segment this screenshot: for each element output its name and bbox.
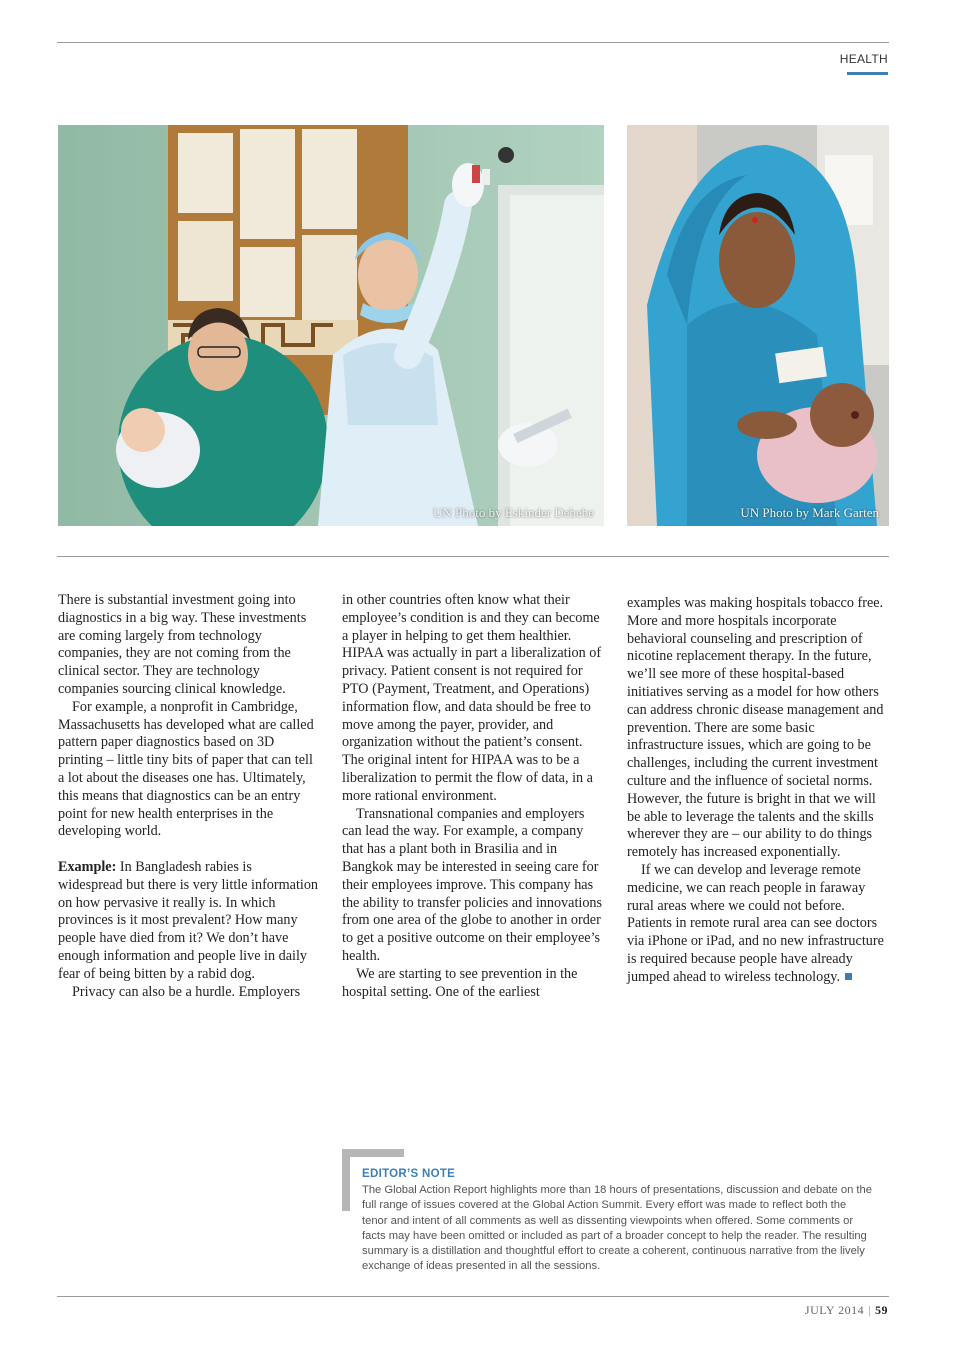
example-label: Example:: [58, 858, 117, 875]
example-text: In Bangladesh rabies is widespread but there is very little information on how pervasive it really is. In which provinces is it most prevalent? How many people have died from it? We don’t have enough information and people live in daily fear of being bitten by a rabid dog.: [58, 858, 319, 982]
editors-note-title: EDITOR’S NOTE: [362, 1168, 456, 1180]
photo-lab-technician: [58, 125, 604, 526]
photo-credit-right: UN Photo by Mark Garten: [740, 505, 879, 520]
footer-date: JULY 2014: [804, 1303, 865, 1317]
photo-mother-child-illustration: [627, 125, 889, 526]
article-column-1: [58, 592, 320, 1001]
photo-credit-left: UN Photo by Eskinder Debebe: [432, 505, 594, 520]
photo-bottom-rule: [57, 556, 889, 557]
col2-paragraph-2: Transnational companies and employers can lead the way. For example, a company that has a plant both in Brasilia and in Bangkok may be interested in seeing care for their employees improve. This company has the ability to transfer policies and innovations from one area of the globe to another in order to get a positive outcome on their employee’s health.: [342, 805, 603, 964]
footer-separator: |: [868, 1303, 871, 1317]
article-column-2: [342, 592, 604, 1001]
page-footer: [805, 1303, 888, 1318]
end-of-article-square-icon: [845, 973, 852, 980]
photo-mother-child: [627, 125, 889, 526]
article-column-3: [627, 595, 889, 987]
col2-paragraph-3: We are starting to see prevention in the hospital setting. One of the earliest: [342, 965, 578, 1000]
section-tag: HEALTH: [839, 52, 888, 66]
col1-paragraph-example: [58, 859, 320, 984]
editors-note-bracket: [342, 1149, 350, 1211]
footer-rule: [57, 1296, 889, 1297]
col1-paragraph-1: There is substantial investment going into diagnostics in a big way. These investments are coming largely from technology companies, they are not coming from the clinical sector. They are technology companies sourcing clinical knowledge.: [58, 592, 307, 697]
page-number: 59: [875, 1303, 888, 1317]
section-tag-underline: [847, 72, 888, 75]
editors-note: [362, 1168, 874, 1275]
col3-paragraph-2: [627, 862, 889, 987]
editors-note-text: The Global Action Report highlights more than 18 hours of presentations, discussion and debate on the full range of issues covered at the Global Action Summit. Every effort was made to reflect both the tenor and intent of all comments as well as dissenting viewpoints when offered. Some comments or facts may have been omitted or included as part of a broader concept to help the reader. The resulting summary is a distillation and thoughtful effort to create a coherent, continuous narrative from the lively exchange of ideas presented in all the sessions.: [362, 1184, 872, 1273]
col1-paragraph-2: For example, a nonprofit in Cambridge, Massachusetts has developed what are called pattern paper diagnostics based on 3D printing – little tiny bits of paper that can tell a lot about the diseases one has. Ultimately, this means that diagnostics can be an entry point for new health enterprises in the developing world.: [58, 698, 314, 840]
top-rule: [57, 42, 889, 43]
photo-lab-technician-illustration: [58, 125, 604, 526]
col3-paragraph-2-text: If we can develop and leverage remote medicine, we can reach people in faraway rural areas where we could not before. Patients in remote rural area can see doctors via iPhone or iPad, and no new infrastructure is required because people have already jumped ahead to wireless technology.: [627, 861, 884, 985]
col3-paragraph-1: examples was making hospitals tobacco free. More and more hospitals incorporate behavioral counseling and prescription of nicotine replacement therapy. In the future, we’ll see more of these hospital-based initiatives serving as a model for how others can address chronic disease management and prevention. There are some basic infrastructure issues, which are going to be challenges, including the current investment culture and the influence of societal norms. However, the future is bright in that we will be able to leverage the talents and the skills wherever they are – our ability to do things remotely has increased exponentially.: [627, 595, 884, 861]
col2-paragraph-1: in other countries often know what their employee’s condition is and they can become a player in helping to get them healthier. HIPAA was actually in part a liberalization of privacy. Patient consent is not required for PTO (Payment, Treatment, and Operations) information flow, and data should be free to move among the payer, provider, and organization without the patient’s consent. The original intent for HIPAA was to be a liberalization to permit the flow of data, in a more rational environment.: [342, 592, 602, 804]
col1-paragraph-4: Privacy can also be a hurdle. Employers: [72, 983, 301, 1000]
editors-note-bracket-top: [342, 1149, 404, 1157]
